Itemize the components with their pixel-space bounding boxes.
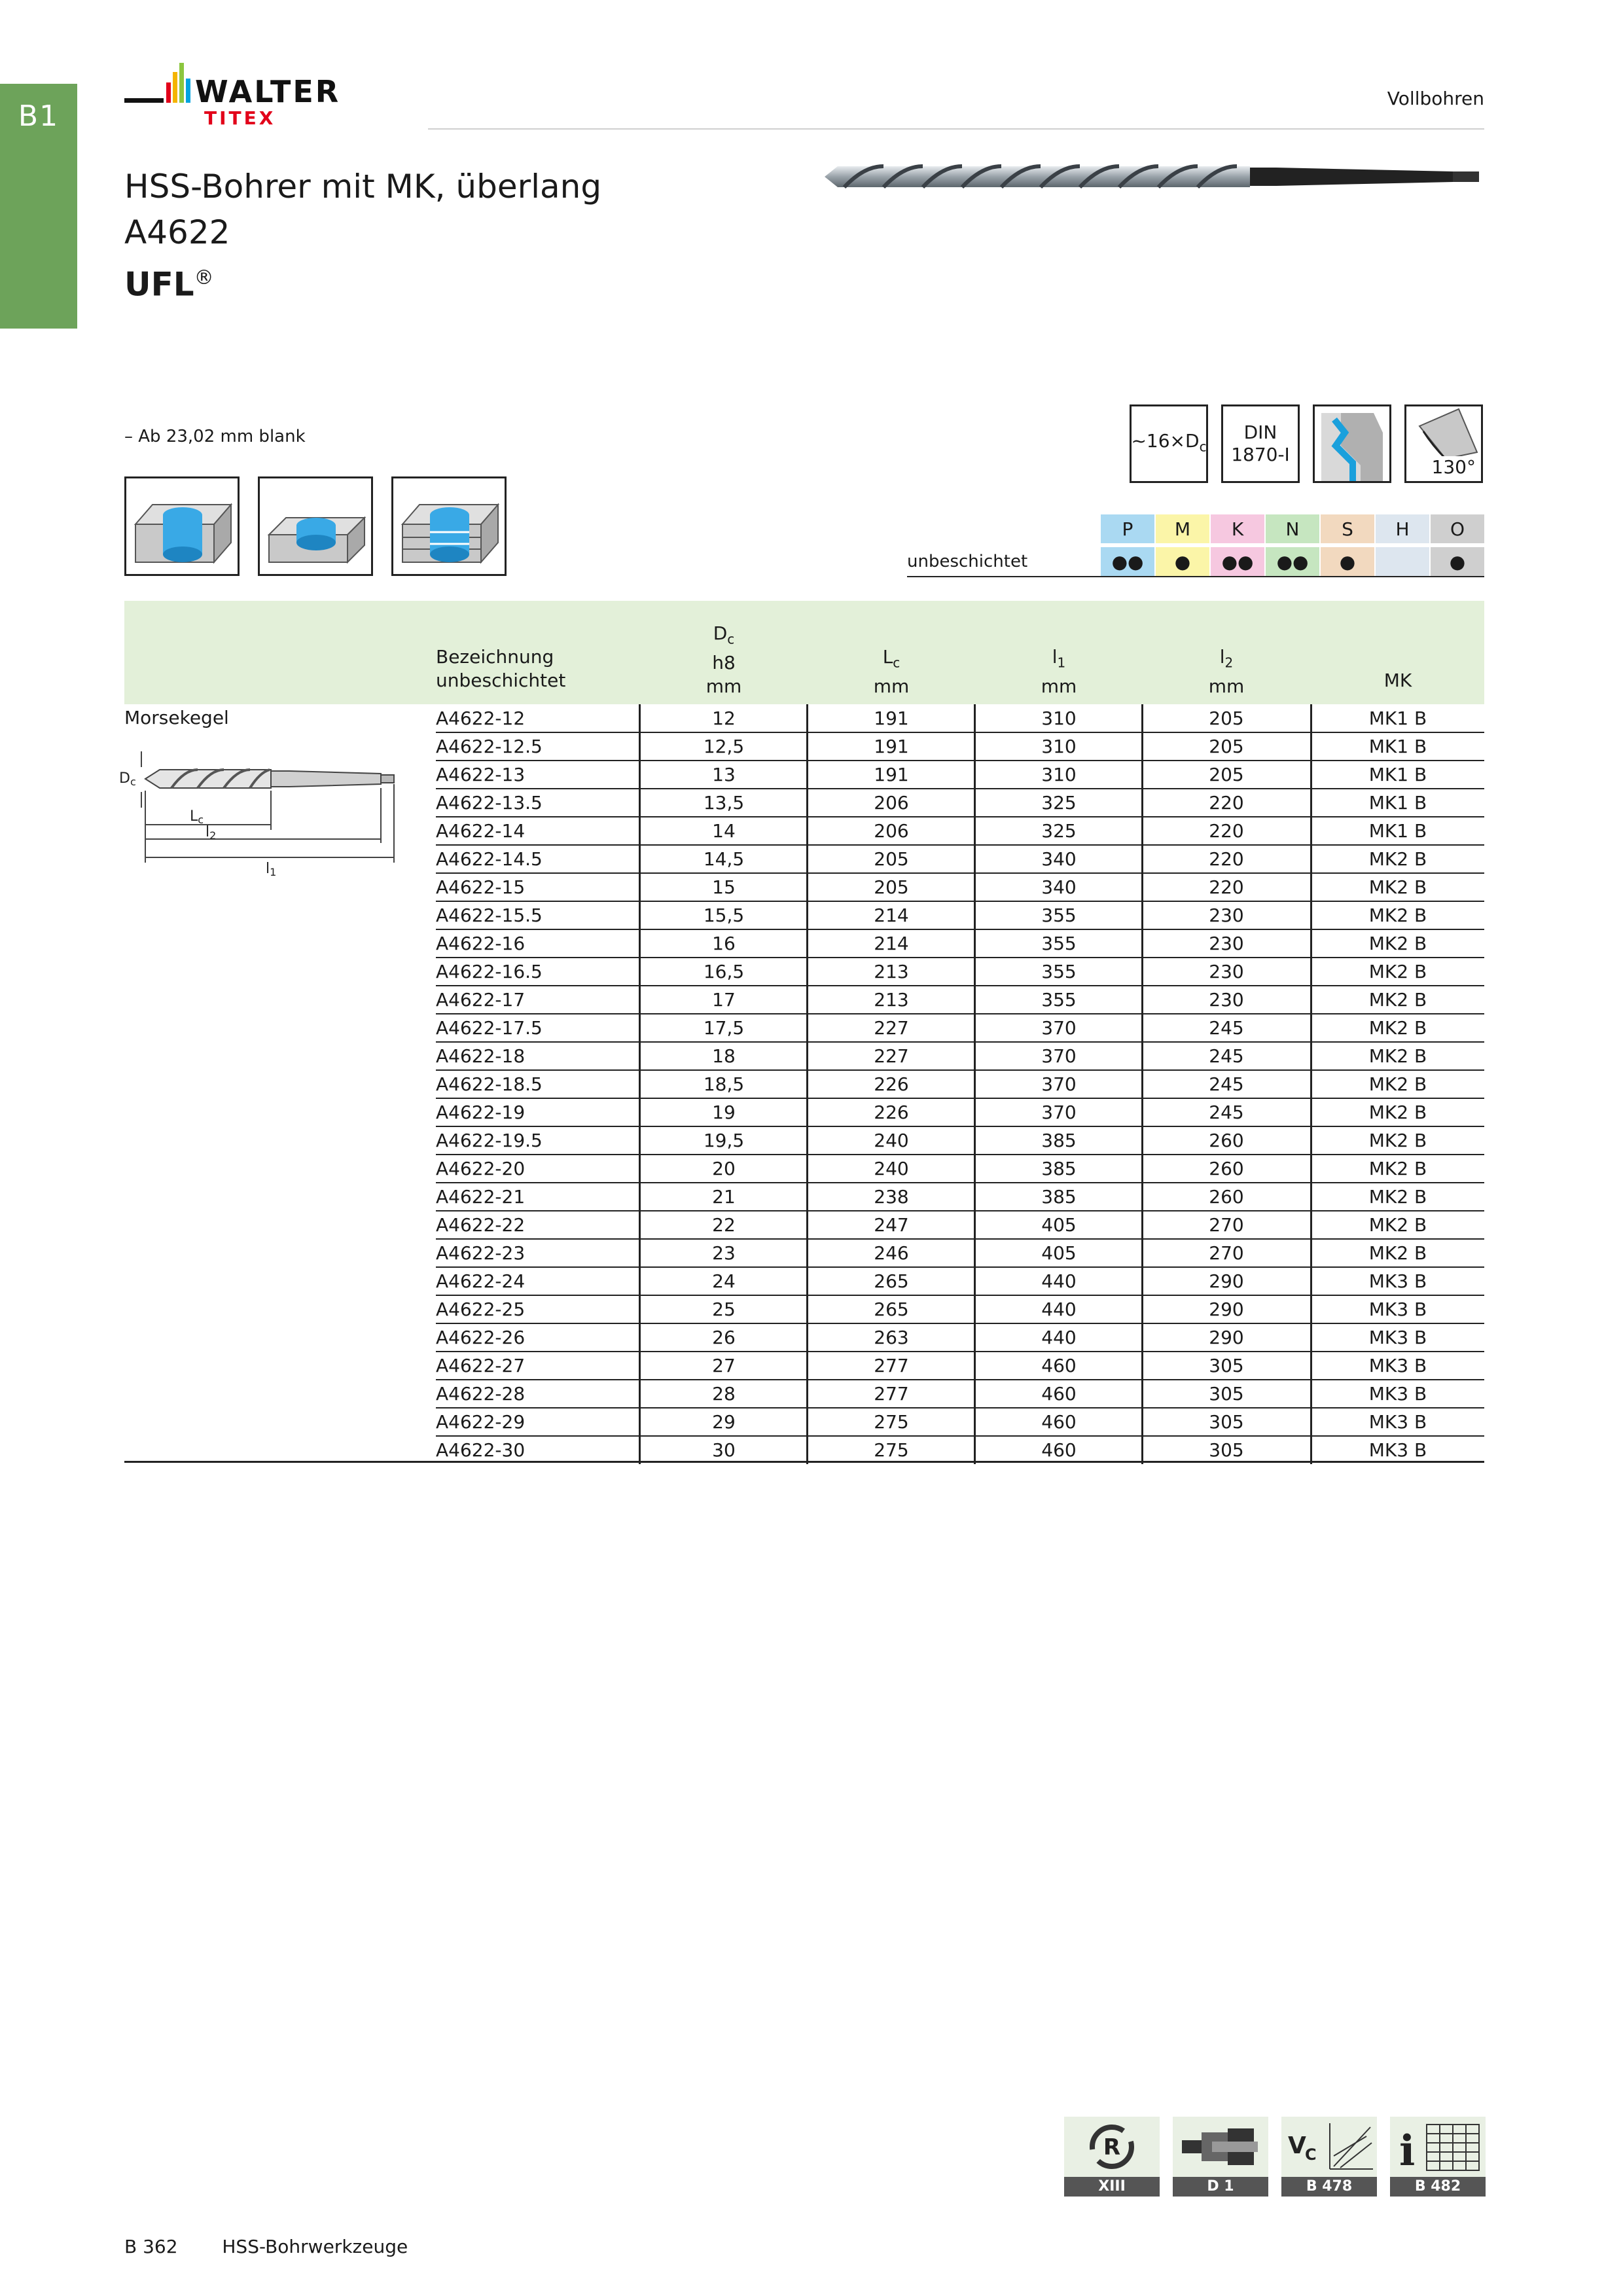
material-header-h: H [1376,514,1429,543]
regrind-icon[interactable] [1064,2117,1160,2197]
cell-mk: MK3 B [1368,1383,1427,1405]
header-dc: $D_c$ h8 mm [705,622,742,697]
cell-l2: 245 [1209,1102,1244,1123]
cell-l1: 460 [1041,1439,1077,1461]
cell-lc: 214 [874,933,909,954]
cell-designation: A4622-24 [436,1270,526,1292]
cell-designation: A4622-20 [436,1158,526,1179]
cell-lc: 213 [874,961,909,982]
cell-dc: 13,5 [703,792,745,814]
header-l1: $l_1$ mm [1041,646,1077,697]
reference-label: B 478 [1281,2177,1377,2197]
holder-icon[interactable] [1173,2117,1268,2197]
cell-lc: 275 [874,1411,909,1433]
cell-l2: 260 [1209,1158,1244,1179]
cell-l1: 355 [1041,989,1077,1011]
cell-dc: 12 [712,708,736,729]
cell-lc: 214 [874,905,909,926]
cell-dc: 17 [712,989,736,1011]
material-rating-n: ●● [1266,547,1319,576]
cell-designation: A4622-26 [436,1327,526,1348]
cell-l2: 230 [1209,989,1244,1011]
cell-mk: MK2 B [1368,905,1427,926]
cell-dc: 18 [712,1045,736,1067]
cell-lc: 213 [874,989,909,1011]
cell-l1: 355 [1041,905,1077,926]
cell-mk: MK2 B [1368,1102,1427,1123]
svg-text:R: R [1103,2134,1121,2161]
cell-l1: 310 [1041,764,1077,785]
cell-mk: MK2 B [1368,1214,1427,1236]
material-header-s: S [1321,514,1374,543]
table-column-rule [1141,704,1143,1464]
table-column-rule [639,704,641,1464]
cell-mk: MK3 B [1368,1327,1427,1348]
cell-l2: 260 [1209,1130,1244,1151]
svg-text:Dc: Dc [119,770,136,788]
cell-lc: 226 [874,1102,909,1123]
cell-mk: MK1 B [1368,736,1427,757]
cell-dc: 13 [712,764,736,785]
cell-l1: 440 [1041,1327,1077,1348]
cell-designation: A4622-21 [436,1186,526,1208]
cell-l1: 460 [1041,1411,1077,1433]
cell-dc: 20 [712,1158,736,1179]
cell-lc: 265 [874,1270,909,1292]
cell-l1: 370 [1041,1073,1077,1095]
cell-lc: 277 [874,1383,909,1405]
point-angle-symbol: 130° [1404,404,1483,483]
svg-text:C: C [1305,2145,1317,2164]
svg-text:V: V [1288,2132,1306,2159]
cell-lc: 191 [874,708,909,729]
cell-l1: 370 [1041,1102,1077,1123]
cell-l2: 220 [1209,876,1244,898]
svg-text:l2: l2 [205,824,217,842]
header-l2: $l_2$ mm [1208,646,1245,697]
cell-l1: 370 [1041,1017,1077,1039]
cell-l2: 305 [1209,1355,1244,1376]
cell-l2: 245 [1209,1045,1244,1067]
blind-hole-icon [258,476,373,576]
cell-l2: 270 [1209,1242,1244,1264]
header-lc: $L_c$ mm [873,646,910,697]
cell-lc: 246 [874,1242,909,1264]
cell-l2: 305 [1209,1439,1244,1461]
cell-l2: 205 [1209,736,1244,757]
cell-designation: A4622-19 [436,1102,526,1123]
cell-mk: MK2 B [1368,1130,1427,1151]
cell-dc: 19,5 [703,1130,745,1151]
cell-designation: A4622-25 [436,1299,526,1320]
cell-l2: 230 [1209,933,1244,954]
cell-mk: MK2 B [1368,961,1427,982]
cell-l1: 355 [1041,961,1077,982]
cell-dc: 28 [712,1383,736,1405]
header-mk: MK [1383,670,1412,691]
cell-l2: 230 [1209,905,1244,926]
cell-l1: 310 [1041,736,1077,757]
cell-dc: 24 [712,1270,736,1292]
morse-taper-label: Morsekegel [124,707,229,728]
svg-text:i: i [1399,2126,1416,2176]
cell-mk: MK2 B [1368,1045,1427,1067]
reference-label: XIII [1064,2177,1160,2197]
cell-dc: 15,5 [703,905,745,926]
cell-mk: MK2 B [1368,1242,1427,1264]
material-header-m: M [1156,514,1209,543]
cell-lc: 205 [874,848,909,870]
title-line-2: A4622 [124,213,230,251]
cell-designation: A4622-28 [436,1383,526,1405]
cell-l1: 340 [1041,848,1077,870]
cell-l1: 370 [1041,1045,1077,1067]
cell-l1: 385 [1041,1130,1077,1151]
cell-mk: MK1 B [1368,820,1427,842]
cell-l2: 245 [1209,1073,1244,1095]
cell-l1: 325 [1041,820,1077,842]
cell-l2: 205 [1209,764,1244,785]
cell-designation: A4622-27 [436,1355,526,1376]
through-hole-icon [124,476,240,576]
cell-designation: A4622-17.5 [436,1017,543,1039]
material-rating-h [1376,547,1429,576]
chapter-tab: B1 [0,84,77,329]
cell-dc: 16 [712,933,736,954]
material-header-o: O [1431,514,1484,543]
cell-dc: 18,5 [703,1073,745,1095]
cell-l1: 440 [1041,1299,1077,1320]
header-designation: Bezeichnung unbeschichtet [436,646,566,691]
cell-mk: MK2 B [1368,848,1427,870]
cell-designation: A4622-18 [436,1045,526,1067]
length-symbol: $\sim 16\times D_c$ [1130,404,1208,483]
header-rule [428,128,1484,130]
material-rating-m: ● [1156,547,1209,576]
info-table-icon[interactable] [1390,2117,1486,2197]
cell-designation: A4622-18.5 [436,1073,543,1095]
din-symbol: DIN 1870-I [1221,404,1300,483]
cell-lc: 263 [874,1327,909,1348]
cell-l2: 230 [1209,961,1244,982]
page-title [124,164,601,308]
cell-lc: 275 [874,1439,909,1461]
coolant-symbol [1313,404,1391,483]
cell-lc: 277 [874,1355,909,1376]
cell-l2: 305 [1209,1383,1244,1405]
cell-designation: A4622-14 [436,820,526,842]
cell-lc: 191 [874,764,909,785]
drill-product-image [818,157,1486,196]
material-rating-o: ● [1431,547,1484,576]
chapter-name: HSS-Bohrwerkzeuge [222,2236,408,2257]
cell-l2: 270 [1209,1214,1244,1236]
cell-designation: A4622-12 [436,708,526,729]
cell-lc: 240 [874,1130,909,1151]
svg-text:l1: l1 [266,861,277,876]
cell-l2: 220 [1209,820,1244,842]
cell-dc: 23 [712,1242,736,1264]
cell-mk: MK2 B [1368,1186,1427,1208]
cell-mk: MK3 B [1368,1299,1427,1320]
cell-dc: 19 [712,1102,736,1123]
cell-l1: 310 [1041,708,1077,729]
cell-dc: 27 [712,1355,736,1376]
cell-designation: A4622-16.5 [436,961,543,982]
cell-designation: A4622-15.5 [436,905,543,926]
cell-designation: A4622-19.5 [436,1130,543,1151]
cell-designation: A4622-22 [436,1214,526,1236]
table-bottom-rule [124,1461,1484,1463]
cell-designation: A4622-13 [436,764,526,785]
cell-lc: 206 [874,792,909,814]
cell-l2: 205 [1209,708,1244,729]
cell-dc: 12,5 [703,736,745,757]
cell-designation: A4622-14.5 [436,848,543,870]
cell-l1: 340 [1041,876,1077,898]
cell-lc: 265 [874,1299,909,1320]
cell-dc: 14,5 [703,848,745,870]
material-header-n: N [1266,514,1319,543]
cell-l2: 220 [1209,848,1244,870]
cell-mk: MK2 B [1368,989,1427,1011]
cell-lc: 247 [874,1214,909,1236]
cell-dc: 30 [712,1439,736,1461]
cell-l1: 355 [1041,933,1077,954]
registered-mark: ® [194,266,214,289]
reference-label: B 482 [1390,2177,1486,2197]
cell-mk: MK3 B [1368,1355,1427,1376]
cell-l2: 305 [1209,1411,1244,1433]
cell-lc: 227 [874,1045,909,1067]
stacked-plates-icon [391,476,507,576]
cell-mk: MK3 B [1368,1270,1427,1292]
material-row-label: unbeschichtet [907,552,1028,571]
cell-mk: MK1 B [1368,708,1427,729]
svg-text:Lc: Lc [190,808,204,826]
brand-name: WALTER [195,74,341,109]
cell-dc: 29 [712,1411,736,1433]
cell-lc: 191 [874,736,909,757]
cell-mk: MK2 B [1368,933,1427,954]
page-footer [124,2236,408,2257]
cell-lc: 238 [874,1186,909,1208]
cutting-data-icon[interactable] [1281,2117,1377,2197]
cell-mk: MK3 B [1368,1439,1427,1461]
cell-lc: 205 [874,876,909,898]
cell-l1: 460 [1041,1355,1077,1376]
product-note: – Ab 23,02 mm blank [124,427,306,446]
cell-lc: 240 [874,1158,909,1179]
section-title: Vollbohren [1387,88,1484,109]
cell-designation: A4622-13.5 [436,792,543,814]
cell-l1: 385 [1041,1186,1077,1208]
cell-lc: 206 [874,820,909,842]
cell-mk: MK2 B [1368,1073,1427,1095]
page-number: B 362 [124,2236,178,2257]
cell-l1: 460 [1041,1383,1077,1405]
cell-l1: 385 [1041,1158,1077,1179]
cell-dc: 22 [712,1214,736,1236]
cell-dc: 14 [712,820,736,842]
cell-mk: MK2 B [1368,876,1427,898]
cell-designation: A4622-15 [436,876,526,898]
cell-designation: A4622-17 [436,989,526,1011]
cell-l2: 290 [1209,1299,1244,1320]
cell-dc: 26 [712,1327,736,1348]
walter-titex-logo [124,59,406,131]
material-header-k: K [1211,514,1264,543]
reference-label: D 1 [1173,2177,1268,2197]
cell-lc: 226 [874,1073,909,1095]
cell-dc: 15 [712,876,736,898]
cell-l1: 405 [1041,1214,1077,1236]
cell-l2: 290 [1209,1327,1244,1348]
cell-l2: 260 [1209,1186,1244,1208]
cell-designation: A4622-16 [436,933,526,954]
material-rating-p: ●● [1101,547,1154,576]
title-line-1: HSS-Bohrer mit MK, überlang [124,168,602,206]
cell-dc: 21 [712,1186,736,1208]
cell-l2: 290 [1209,1270,1244,1292]
table-column-rule [974,704,976,1464]
cell-designation: A4622-29 [436,1411,526,1433]
table-column-rule [806,704,808,1464]
material-rating-s: ● [1321,547,1374,576]
cell-designation: A4622-23 [436,1242,526,1264]
cell-designation: A4622-12.5 [436,736,543,757]
brand-sub: TITEX [204,107,276,129]
material-header-p: P [1101,514,1154,543]
cell-mk: MK1 B [1368,792,1427,814]
cell-dc: 17,5 [703,1017,745,1039]
cell-l1: 325 [1041,792,1077,814]
material-rule [907,576,1484,577]
title-line-3: UFL [124,265,194,304]
cell-l1: 405 [1041,1242,1077,1264]
dimension-diagram [119,751,407,876]
cell-dc: 25 [712,1299,736,1320]
cell-dc: 16,5 [703,961,745,982]
material-rating-k: ●● [1211,547,1264,576]
cell-mk: MK2 B [1368,1158,1427,1179]
cell-designation: A4622-30 [436,1439,526,1461]
table-column-rule [1310,704,1312,1464]
cell-l2: 220 [1209,792,1244,814]
cell-mk: MK1 B [1368,764,1427,785]
cell-l1: 440 [1041,1270,1077,1292]
cell-lc: 227 [874,1017,909,1039]
cell-mk: MK3 B [1368,1411,1427,1433]
cell-mk: MK2 B [1368,1017,1427,1039]
cell-l2: 245 [1209,1017,1244,1039]
